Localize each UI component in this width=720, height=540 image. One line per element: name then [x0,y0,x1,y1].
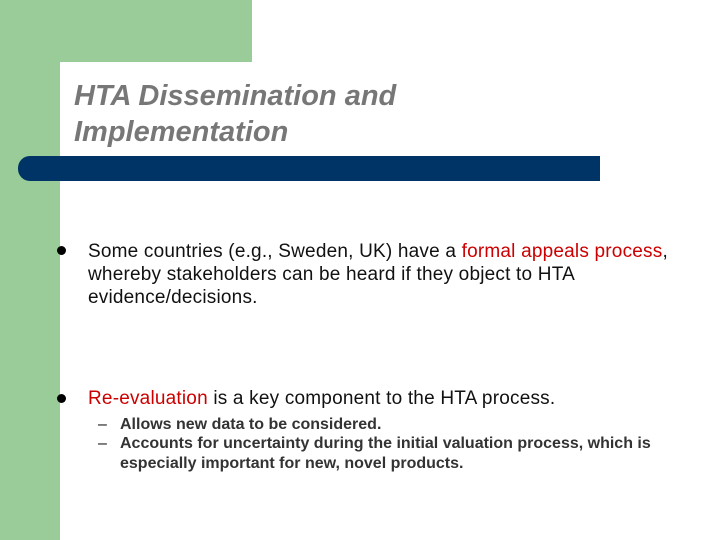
slide-title-line-1: HTA Dissemination and [74,80,397,112]
bullet-item-appeals [88,240,678,309]
bullet-highlight: formal appeals process [461,241,663,262]
bullet-text-before: Some countries (e.g., Sweden, UK) have a [88,241,462,262]
bullet-text-after: , whereby stakeholders can be heard if they object to HTA evidence/decisions. [88,241,668,308]
bullet-icon [57,246,66,255]
bullet-text-after: is a key component to the HTA process. [207,388,556,409]
slide-title [74,78,396,150]
sub-bullet-item: Accounts for uncertainty during the initial valuation process, which is especially important for new, novel products. [120,435,651,472]
title-underline-bar [18,156,600,181]
slide-title-line-2: Implementation [74,116,289,148]
left-accent-stripe [0,0,60,540]
bullet-icon [57,394,66,403]
dash-icon: – [98,435,107,452]
bullet-highlight: Re-evaluation [88,388,208,409]
dash-icon: – [98,416,107,433]
sub-bullet-item: Allows new data to be considered. [120,416,382,433]
bullet-item-reevaluation [88,387,678,410]
